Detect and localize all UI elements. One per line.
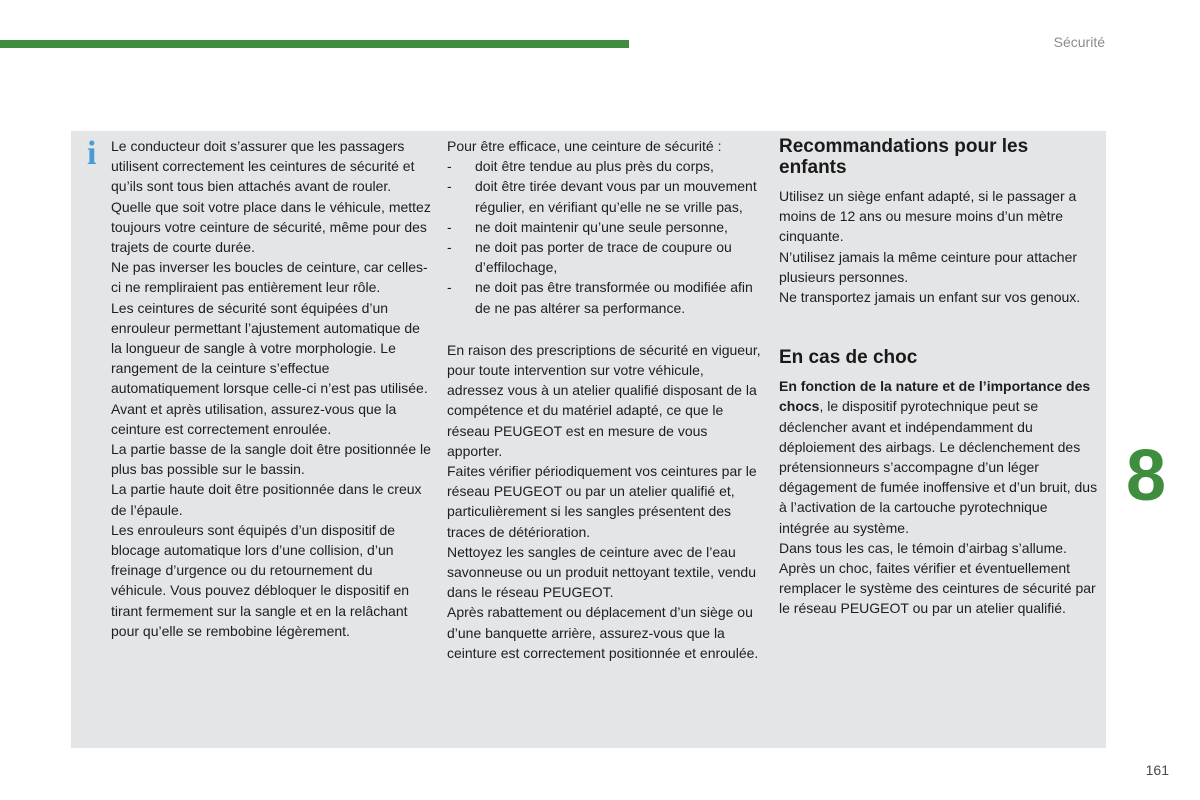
chapter-number: 8 — [1126, 436, 1167, 516]
paragraph-crash-intro — [779, 376, 1099, 538]
paragraph: Ne transportez jamais un enfant sur vos genoux. — [779, 289, 1081, 306]
list-item: - ne doit pas être transformée ou modifiée afin de ne pas altérer sa performance. — [447, 277, 762, 317]
paragraph: Ne pas inverser les boucles de ceinture, car celles-ci ne rempliraient pas entièrement leur rôle. — [111, 259, 428, 296]
list-intro: Pour être efficace, une ceinture de sécurité : — [447, 138, 722, 154]
column-seatbelt-usage — [111, 136, 431, 641]
paragraph: Après rabattement ou déplacement d’un siège ou d’une banquette arrière, assurez-vous que la ceinture est correctement positionnée et enroulée. — [447, 604, 759, 661]
paragraph-continuation: , le dispositif pyrotechnique peut se déclencher avant et indépendamment du déploiement des airbags. Le déclenchement des prétensionneurs s’accompagne d’un léger dégagement de fumée inoffensive et d’un bruit, dus à l’activation de la cartouche pyrotechnique intégrée au système. — [779, 398, 1098, 536]
paragraph: Le conducteur doit s’assurer que les passagers utilisent correctement les ceintures de sécurité et qu’ils sont tous bien attachés avant de rouler. — [111, 138, 415, 195]
paragraph: Faites vérifier périodiquement vos ceintures par le réseau PEUGEOT ou par un atelier qualifié et, particulièrement si les sangles présentent des traces de détérioration. — [447, 463, 757, 540]
list-item: - ne doit pas porter de trace de coupure ou d’effilochage, — [447, 237, 762, 277]
page-number: 161 — [1145, 762, 1169, 778]
paragraph: En raison des prescriptions de sécurité en vigueur, pour toute intervention sur votre véhicule, adressez vous à un atelier qualifié disposant de la compétence et du matériel adapté, ce que le réseau PEUGEOT est en mesure de vous apporter. — [447, 341, 761, 459]
heading-crash: En cas de choc — [779, 347, 918, 369]
info-icon: i — [87, 135, 97, 172]
section-title: Sécurité — [1053, 34, 1105, 50]
paragraph: La partie haute doit être positionnée dans le creux de l’épaule. — [111, 481, 422, 518]
column-efficacy-maintenance — [447, 136, 762, 663]
heading-children-recommendations: Recommandations pour les enfants — [779, 136, 1029, 178]
paragraph: N’utilisez jamais la même ceinture pour attacher plusieurs personnes. — [779, 248, 1078, 285]
paragraph: Après un choc, faites vérifier et éventuellement remplacer le système des ceintures de sécurité par le réseau PEUGEOT ou par un atelier qualifié. — [779, 560, 1096, 617]
requirements-list — [447, 156, 762, 318]
list-item: - doit être tirée devant vous par un mouvement régulier, en vérifiant qu’elle ne se vrille pas, — [447, 176, 762, 216]
spacer — [447, 318, 762, 340]
list-item: - ne doit maintenir qu’une seule personne, — [447, 217, 762, 237]
list-item: - doit être tendue au plus près du corps, — [447, 156, 762, 176]
paragraph: Les enrouleurs sont équipés d’un dispositif de blocage automatique lors d’une collision, d’un freinage d’urgence ou du retournement du véhicule. Vous pouvez débloquer le dispositif en tirant fermement sur la sangle et en la relâchant pour qu’elle se rembobine légèrement. — [111, 521, 410, 639]
paragraph: Dans tous les cas, le témoin d’airbag s’allume. — [779, 539, 1067, 556]
paragraph: Avant et après utilisation, assurez-vous que la ceinture est correctement enroulée. — [111, 400, 397, 437]
paragraph: Utilisez un siège enfant adapté, si le passager a moins de 12 ans ou mesure moins d’un mètre cinquante. — [779, 188, 1077, 245]
column-children-crash — [779, 136, 1099, 619]
paragraph: Nettoyez les sangles de ceinture avec de l’eau savonneuse ou un produit nettoyant textile, vendu dans le réseau PEUGEOT. — [447, 543, 756, 601]
bold-lead-text: En fonction de la nature et de l’importance des chocs — [779, 378, 1091, 415]
paragraph: Quelle que soit votre place dans le véhicule, mettez toujours votre ceinture de sécurité, même pour des trajets de courte durée. — [111, 198, 431, 256]
header-accent-bar — [0, 40, 629, 48]
paragraph: Les ceintures de sécurité sont équipées d’un enrouleur permettant l’ajustement automatique de la longueur de sangle à votre morphologie. Le rangement de la ceinture s’effectue automatiquement lorsque celle-ci n’est pas utilisée. — [111, 299, 428, 397]
paragraph: La partie basse de la sangle doit être positionnée le plus bas possible sur le bassin. — [111, 441, 431, 478]
